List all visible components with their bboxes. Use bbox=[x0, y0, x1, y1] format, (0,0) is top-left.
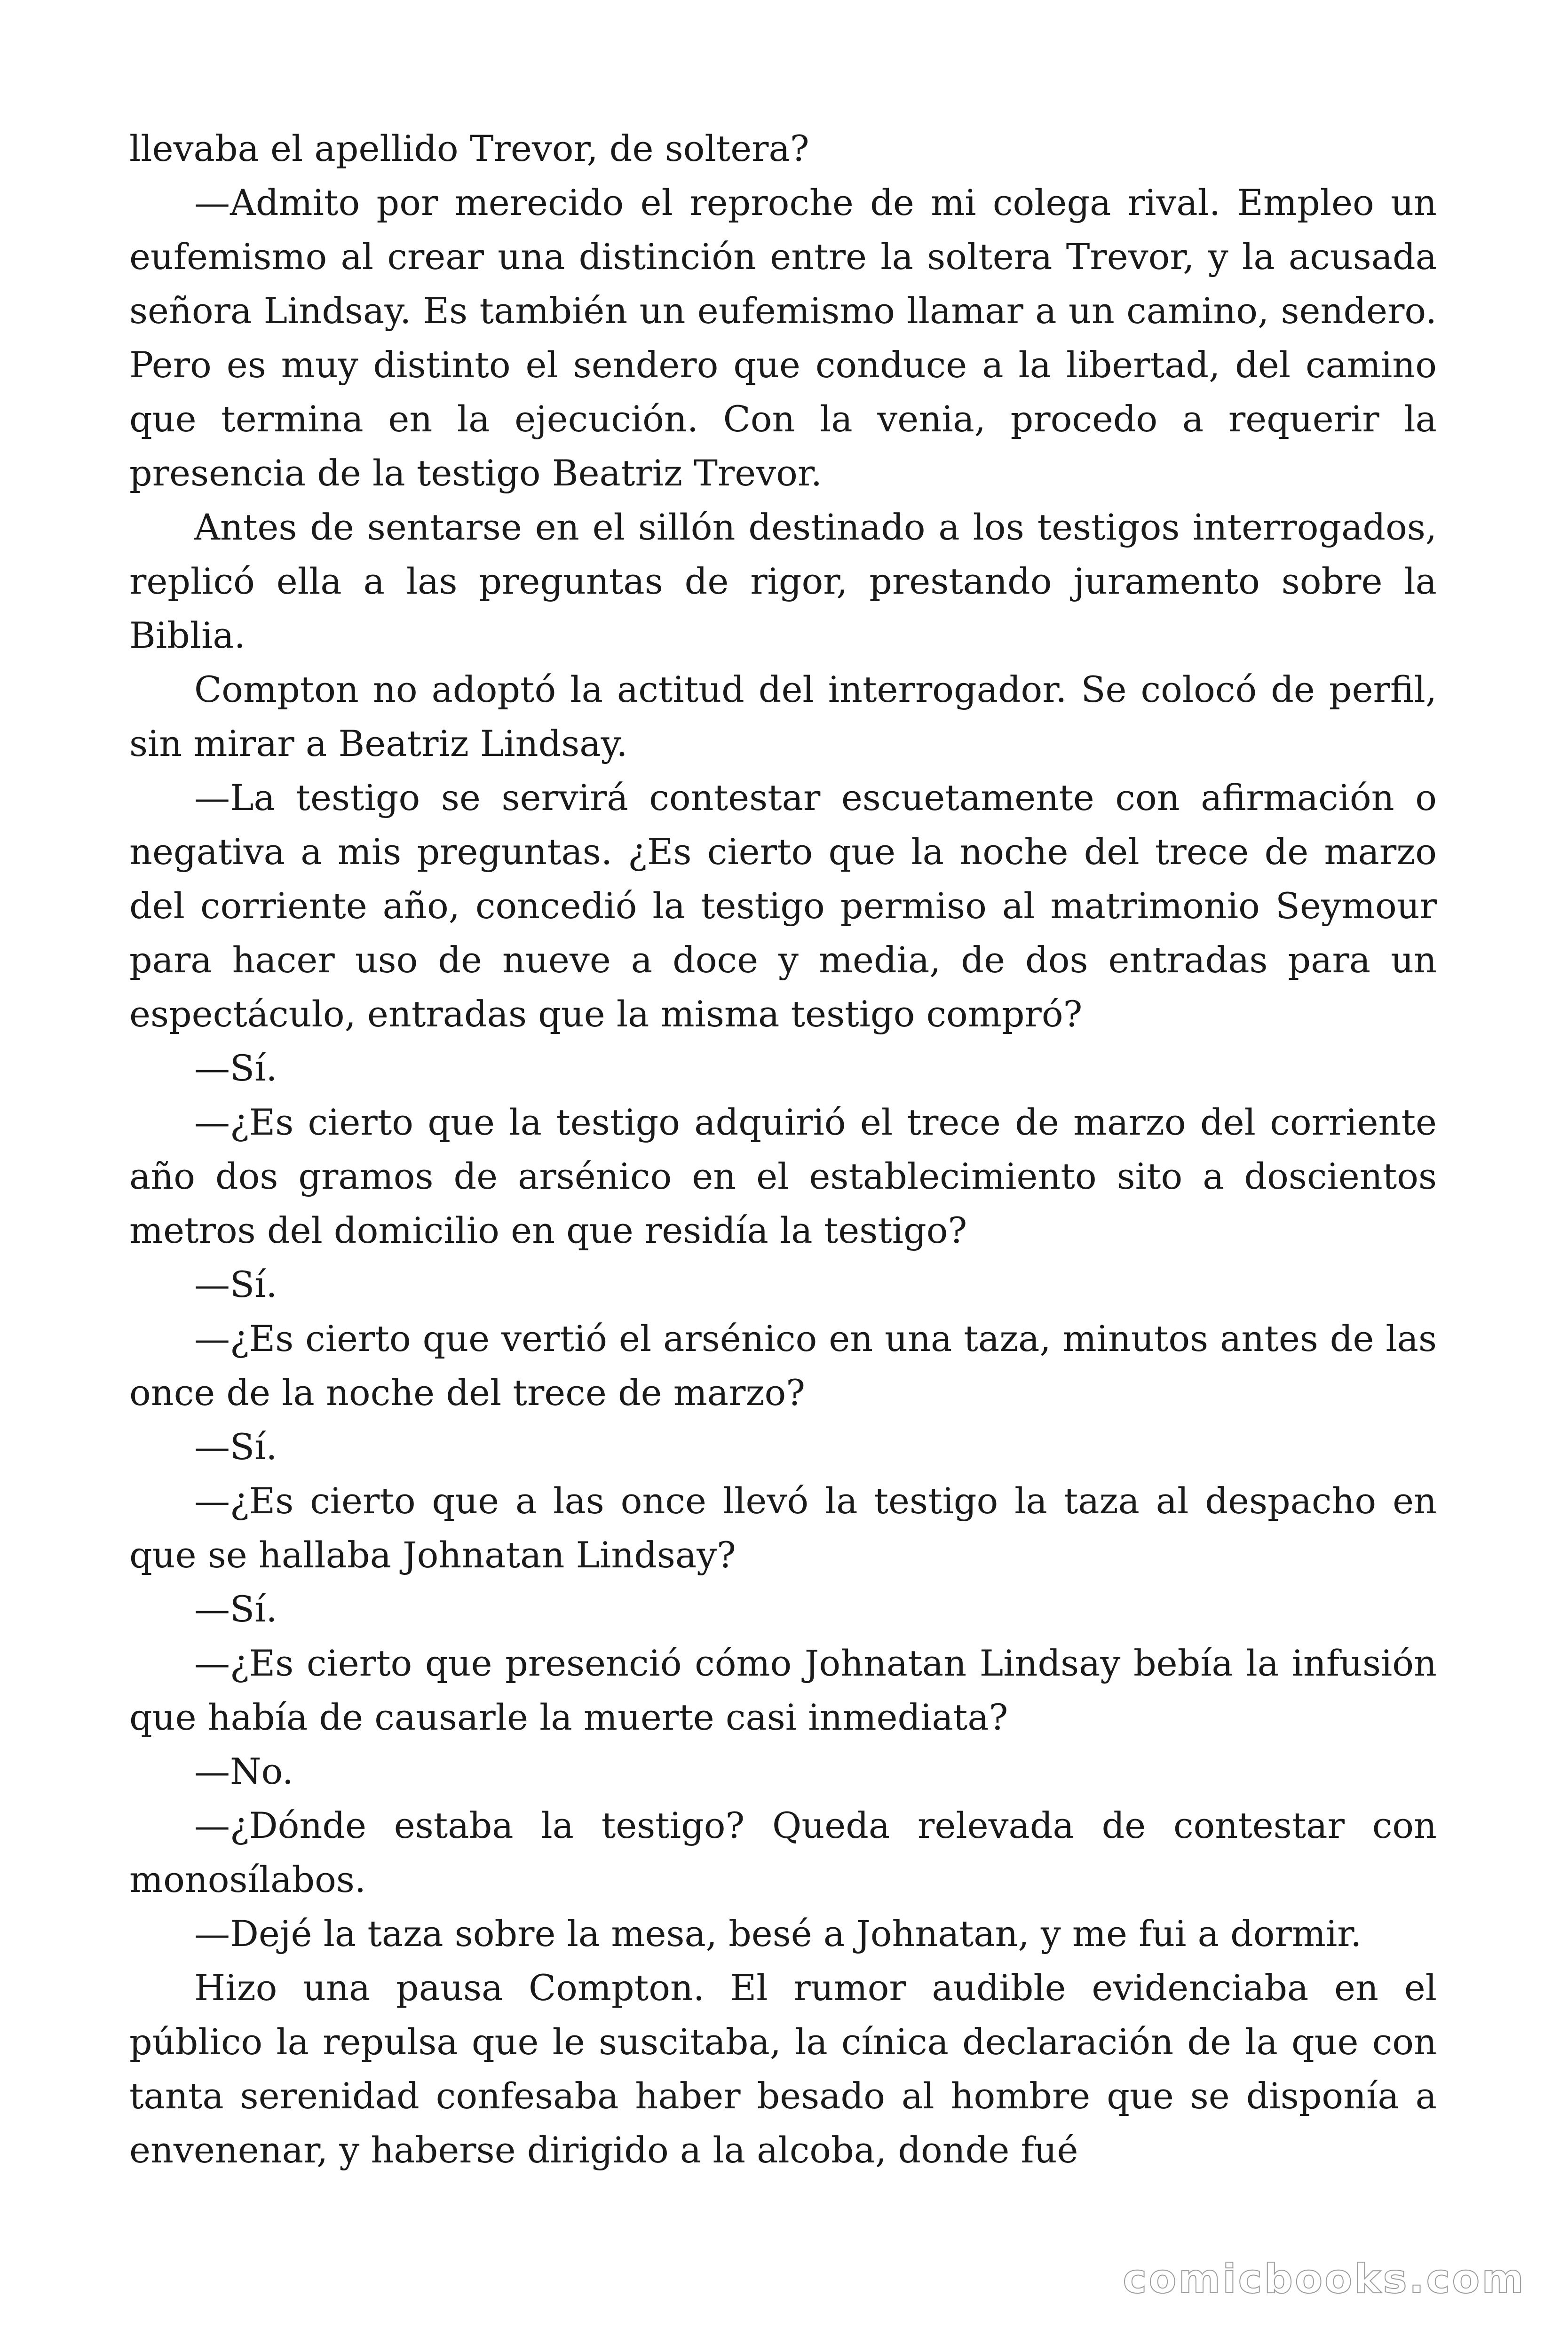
paragraph: —Admito por merecido el reproche de mi colega rival. Empleo un eufemismo al crear una distinción entre la soltera Trevor, y la acusada señora Lindsay. Es también un eufemismo llamar a un camino, sendero. Pero es muy distinto el sendero que conduce a la libertad, del camino que termina en la ejecución. Con la venia, procedo a requerir la presencia de la testigo Beatriz Trevor. bbox=[129, 182, 1437, 494]
paragraph: llevaba el apellido Trevor, de soltera? bbox=[129, 127, 809, 169]
paragraph: Hizo una pausa Compton. El rumor audible evidenciaba en el público la repulsa que le suscitaba, la cínica declaración de la que con tanta serenidad confesaba haber besado al hombre que se disponía a envenenar, y haberse dirigido a la alcoba, donde fué bbox=[129, 1967, 1437, 2171]
paragraph: Compton no adoptó la actitud del interrogador. Se colocó de perfil, sin mirar a Beatriz Lindsay. bbox=[129, 668, 1437, 764]
paragraph: —Sí. bbox=[194, 1588, 277, 1630]
paragraph: —No. bbox=[194, 1750, 294, 1792]
paragraph: —La testigo se servirá contestar escuetamente con afirmación o negativa a mis preguntas. ¿Es cierto que la noche del trece de marzo del corriente año, concedió la testigo permiso al matrimonio Seymour para hacer uso de nueve a doce y media, de dos entradas para un espectáculo, entradas que la misma testigo compró? bbox=[129, 777, 1437, 1035]
paragraph: —¿Es cierto que vertió el arsénico en una taza, minutos antes de las once de la noche del trece de marzo? bbox=[129, 1318, 1437, 1414]
paragraph: —Dejé la taza sobre la mesa, besé a Johnatan, y me fui a dormir. bbox=[194, 1913, 1362, 1955]
watermark: comicbooks.com bbox=[1123, 2256, 1526, 2303]
paragraph: —¿Es cierto que la testigo adquirió el trece de marzo del corriente año dos gramos de arsénico en el establecimiento sito a doscientos metros del domicilio en que residía la testigo? bbox=[129, 1101, 1437, 1251]
paragraph: —¿Dónde estaba la testigo? Queda relevada de contestar con monosílabos. bbox=[129, 1804, 1437, 1900]
paragraph: —¿Es cierto que a las once llevó la testigo la taza al despacho en que se hallaba Johnatan Lindsay? bbox=[129, 1480, 1437, 1576]
paragraph: —Sí. bbox=[194, 1426, 277, 1468]
paragraph: —Sí. bbox=[194, 1047, 277, 1089]
paragraph: —Sí. bbox=[194, 1263, 277, 1305]
page-body bbox=[129, 121, 1437, 2177]
paragraph: Antes de sentarse en el sillón destinado a los testigos interrogados, replicó ella a las preguntas de rigor, prestando juramento sobre la Biblia. bbox=[129, 506, 1437, 656]
paragraph: —¿Es cierto que presenció cómo Johnatan Lindsay bebía la infusión que había de causarle la muerte casi inmediata? bbox=[129, 1642, 1437, 1738]
